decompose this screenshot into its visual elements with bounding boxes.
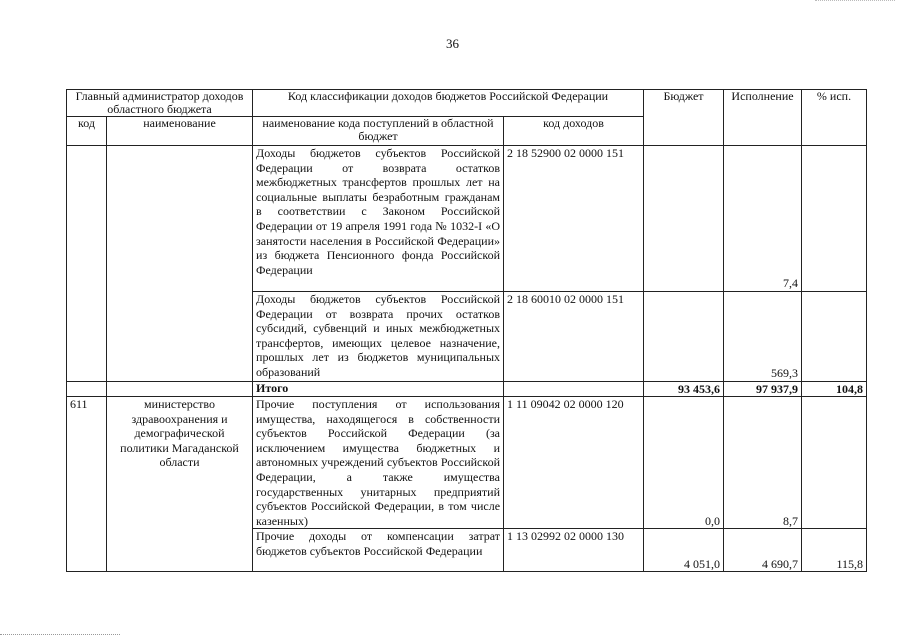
header-execution: Исполнение [724, 90, 802, 146]
total-empty-income-code [504, 382, 644, 397]
row-description: Доходы бюджетов субъектов Российской Федерации от возврата прочих остатков субсидий, субвенций и иных межбюджетных трансфертов, имеющих целевое назначение, прошлых лет из бюджетов муниципальных образований [253, 292, 504, 382]
row-budget: 4 051,0 [644, 529, 724, 572]
row-income-code: 1 13 02992 02 0000 130 [504, 529, 644, 572]
total-execution: 97 937,9 [724, 382, 802, 397]
total-empty-code [67, 382, 107, 397]
header-classification-group: Код классификации доходов бюджетов Российской Федерации [253, 90, 644, 117]
row-percent [802, 146, 867, 292]
header-admin-name: наименование [107, 117, 253, 146]
row-percent: 115,8 [802, 529, 867, 572]
page-number: 36 [446, 36, 459, 51]
row-income-code: 2 18 60010 02 0000 151 [504, 292, 644, 382]
total-empty-name [107, 382, 253, 397]
header-admin-code: код [67, 117, 107, 146]
table-row [67, 146, 867, 292]
row-execution: 8,7 [724, 397, 802, 529]
total-row [67, 382, 867, 397]
ministry-admin-code: 611 [67, 397, 107, 572]
row-execution: 7,4 [724, 146, 802, 292]
header-income-code: код доходов [504, 117, 644, 146]
row-percent [802, 292, 867, 382]
row-description: Доходы бюджетов субъектов Российской Федерации от возврата остатков межбюджетных трансфертов прошлых лет на социальные выплаты безработным гражданам в соответствии с Законом Российской Федерации от 19 апреля 1991 года № 1032-I «О занятости населения в Российской Федерации» из бюджета Пенсионного фонда Российской Федерации [253, 146, 504, 292]
header-admin-group: Главный администратор доходов областного бюджета [67, 90, 253, 117]
total-label: Итого [253, 382, 504, 397]
row-description: Прочие доходы от компенсации затрат бюджетов субъектов Российской Федерации [253, 529, 504, 572]
revenue-table [66, 89, 867, 572]
row-description: Прочие поступления от использования имущества, находящегося в собственности субъектов Российской Федерации (за исключением имущества бюджетных и автономных учреждений субъектов Российской Федерации, а также имущества государственных унитарных предприятий субъектов Российской Федерации, в том числе казенных) [253, 397, 504, 529]
header-row-top [67, 90, 867, 117]
row-admin-code [67, 146, 107, 382]
row-budget [644, 292, 724, 382]
scan-artifact-bottom [0, 634, 120, 636]
header-income-code-name: наименование кода поступлений в областной бюджет [253, 117, 504, 146]
total-percent: 104,8 [802, 382, 867, 397]
row-budget: 0,0 [644, 397, 724, 529]
total-budget: 93 453,6 [644, 382, 724, 397]
header-budget: Бюджет [644, 90, 724, 146]
row-execution: 569,3 [724, 292, 802, 382]
row-execution: 4 690,7 [724, 529, 802, 572]
row-percent [802, 397, 867, 529]
ministry-admin-name: министерство здравоохранения и демографической политики Магаданской области [107, 397, 253, 572]
row-budget [644, 146, 724, 292]
row-income-code: 2 18 52900 02 0000 151 [504, 146, 644, 292]
row-income-code: 1 11 09042 02 0000 120 [504, 397, 644, 529]
scan-artifact-top [815, 0, 895, 2]
row-admin-name [107, 146, 253, 382]
header-percent: % исп. [802, 90, 867, 146]
table-row [67, 397, 867, 529]
